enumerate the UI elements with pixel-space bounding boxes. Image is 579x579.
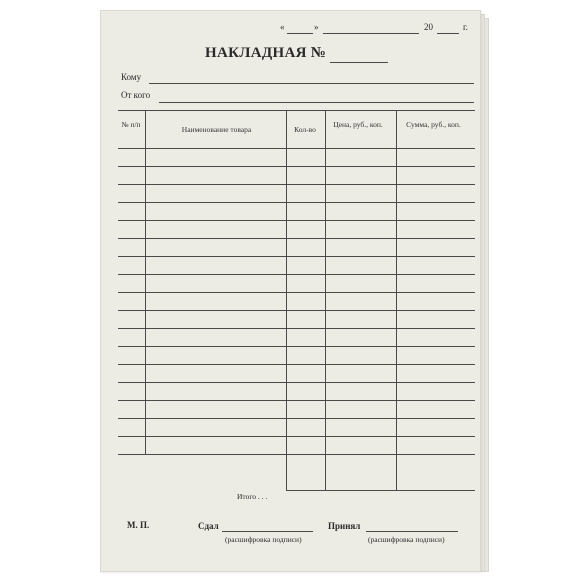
table-header-border [118,148,475,149]
goods-table [118,110,475,501]
handed-signature-line[interactable] [222,531,313,532]
column-header-qty: Кол-во [294,125,316,134]
handed-caption: (расшифровка подписи) [225,535,302,544]
date-day-line[interactable] [287,33,313,34]
date-quote-close: » [314,22,319,32]
column-header-name: Наименование товара [181,125,252,134]
from-field-line[interactable] [159,102,474,103]
year-suffix: г. [463,22,468,32]
received-signature-line[interactable] [366,531,458,532]
from-label: От кого [121,90,151,100]
column-divider [286,110,287,490]
handed-label: Сдал [198,521,219,531]
received-label: Принял [328,521,361,531]
table-row[interactable] [118,292,475,293]
table-row[interactable] [118,418,475,419]
table-row[interactable] [118,202,475,203]
table-row[interactable] [118,328,475,329]
column-header-price: Цена, руб., коп. [333,120,383,129]
invoice-sheet [100,10,481,572]
table-row[interactable] [118,256,475,257]
table-row[interactable] [118,454,475,455]
column-header-sum: Сумма, руб., коп. [406,120,461,129]
table-row[interactable] [118,346,475,347]
date-month-line[interactable] [323,33,419,34]
column-divider [396,110,397,490]
table-row[interactable] [118,238,475,239]
table-row[interactable] [118,184,475,185]
document-title: НАКЛАДНАЯ № [205,45,327,61]
table-top-border [118,110,475,111]
column-header-number: № п/п [121,120,141,129]
to-field-line[interactable] [149,83,474,84]
table-row[interactable] [118,220,475,221]
date-quote-open: « [280,22,285,32]
total-label: Итого . . . [237,492,268,501]
table-row[interactable] [118,400,475,401]
table-row[interactable] [118,364,475,365]
table-row[interactable] [118,310,475,311]
to-label: Кому [121,72,142,82]
table-row[interactable] [118,436,475,437]
table-row[interactable] [118,274,475,275]
total-row-border [286,490,475,491]
column-divider [145,110,146,454]
invoice-number-line[interactable] [330,62,388,63]
stamp-label: М. П. [127,520,150,530]
year-prefix: 20 [424,22,433,32]
table-row[interactable] [118,382,475,383]
received-caption: (расшифровка подписи) [368,535,445,544]
column-divider [325,110,326,490]
date-year-line[interactable] [437,33,459,34]
table-row[interactable] [118,166,475,167]
